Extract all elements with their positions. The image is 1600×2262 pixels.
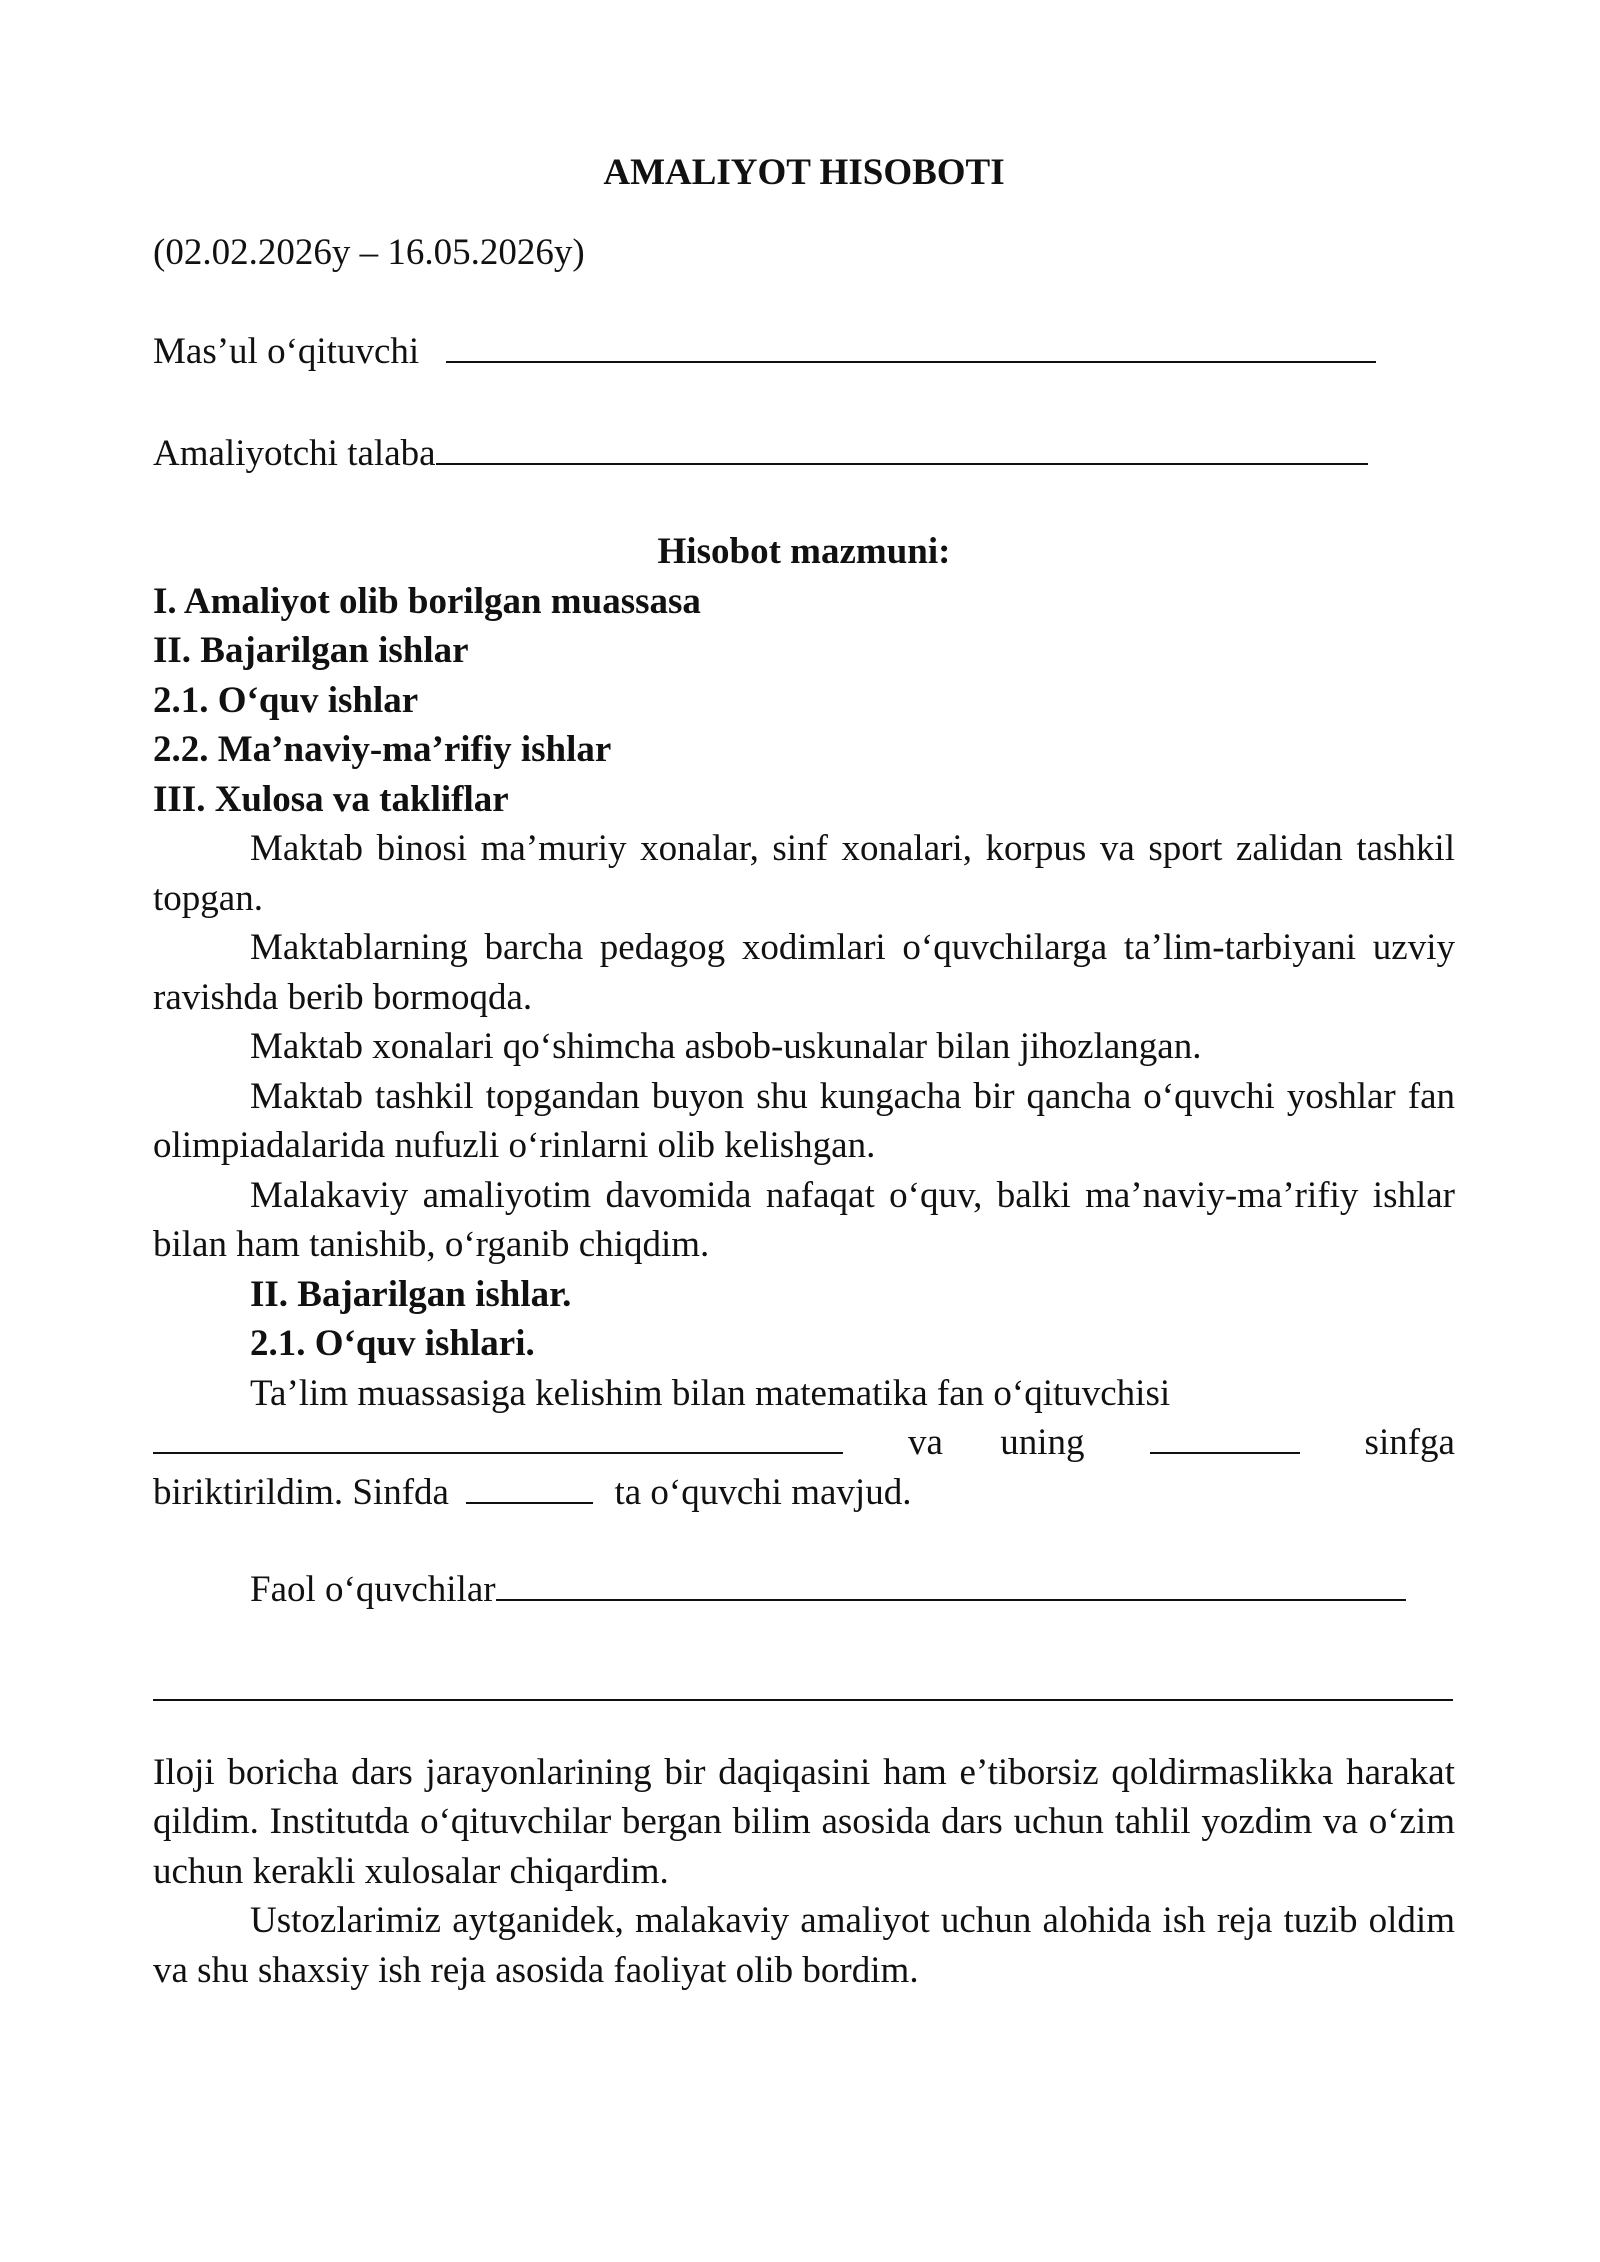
assignment-text: ta o‘quvchi mavjud.	[614, 1471, 912, 1513]
teacher-label: Mas’ul o‘qituvchi	[153, 331, 420, 372]
student-blank	[436, 463, 1368, 465]
contents-item: 2.2. Ma’naviy-ma’rifiy ishlar	[153, 729, 612, 770]
body-paragraph: Maktablarning barcha pedagog xodimlari o‘quvchilarga ta’lim-tarbiyani uzviy ravishda berib bormoqda.	[153, 927, 1455, 1018]
closing-paragraph: Ustozlarimiz aytganidek, malakaviy amaliyot uchun alohida ish reja tuzib oldim va shu shaxsiy ish reja asosida faoliyat olib bordim.	[153, 1900, 1455, 1991]
body-paragraph: Maktab tashkil topgandan buyon shu kungacha bir qancha o‘quvchi yoshlar fan olimpiadalarida nufuzli o‘rinlarni olib kelishgan.	[153, 1075, 1455, 1166]
student-field	[153, 429, 1455, 479]
assignment-line: Ta’lim muassasiga kelishim bilan matematika fan o‘qituvchisi	[250, 1372, 1171, 1414]
assignment-text: va uning	[908, 1422, 1085, 1463]
teacher-name-blank	[153, 1452, 843, 1454]
body-paragraph: Maktab xonalari qo‘shimcha asbob-uskunalar bilan jihozlangan.	[250, 1026, 1202, 1067]
active-students-field	[153, 1565, 1455, 1615]
assignment-line	[153, 1468, 1455, 1518]
teacher-field	[153, 327, 1455, 377]
contents-item: 2.1. O‘quv ishlar	[153, 679, 419, 721]
report-page	[153, 148, 1455, 1995]
active-students-label: Faol o‘quvchilar	[250, 1569, 496, 1610]
contents-item: III. Xulosa va takliflar	[153, 778, 509, 820]
assignment-text: sinfga	[1364, 1422, 1455, 1463]
body-paragraph: Malakaviy amaliyotim davomida nafaqat o‘quv, balki ma’naviy-ma’rifiy ishlar bilan ham tanishib, o‘rganib chiqdim.	[153, 1174, 1455, 1265]
assignment-paragraph	[153, 1369, 1455, 1518]
class-blank	[1150, 1452, 1300, 1454]
assignment-line	[153, 1418, 1455, 1468]
contents-item: II. Bajarilgan ishlar	[153, 630, 469, 671]
body-paragraph: Maktab binosi ma’muriy xonalar, sinf xonalari, korpus va sport zalidan tashkil topgan.	[153, 828, 1455, 919]
closing-paragraph: Iloji boricha dars jarayonlarining bir daqiqasini ham e’tiborsiz qoldirmaslikka harakat qildim. Institutda o‘qituvchilar bergan bilim asosida dars uchun tahlil yozdim va o‘zim uchun kerakli xulosalar chiqardim.	[153, 1751, 1455, 1892]
report-title: AMALIYOT HISOBOTI	[603, 152, 1005, 193]
contents-heading: Hisobot mazmuni:	[657, 531, 951, 572]
subsection-heading: 2.1. O‘quv ishlari.	[250, 1323, 535, 1364]
student-count-blank	[466, 1502, 593, 1504]
section-heading: II. Bajarilgan ishlar.	[250, 1273, 572, 1315]
student-label: Amaliyotchi talaba	[153, 432, 436, 474]
teacher-blank	[446, 361, 1376, 363]
assignment-text: biriktirildim. Sinfda	[153, 1471, 449, 1513]
active-students-blank	[496, 1599, 1406, 1601]
report-period: (02.02.2026y – 16.05.2026y)	[153, 231, 585, 273]
contents-item: I. Amaliyot olib borilgan muassasa	[153, 580, 701, 622]
